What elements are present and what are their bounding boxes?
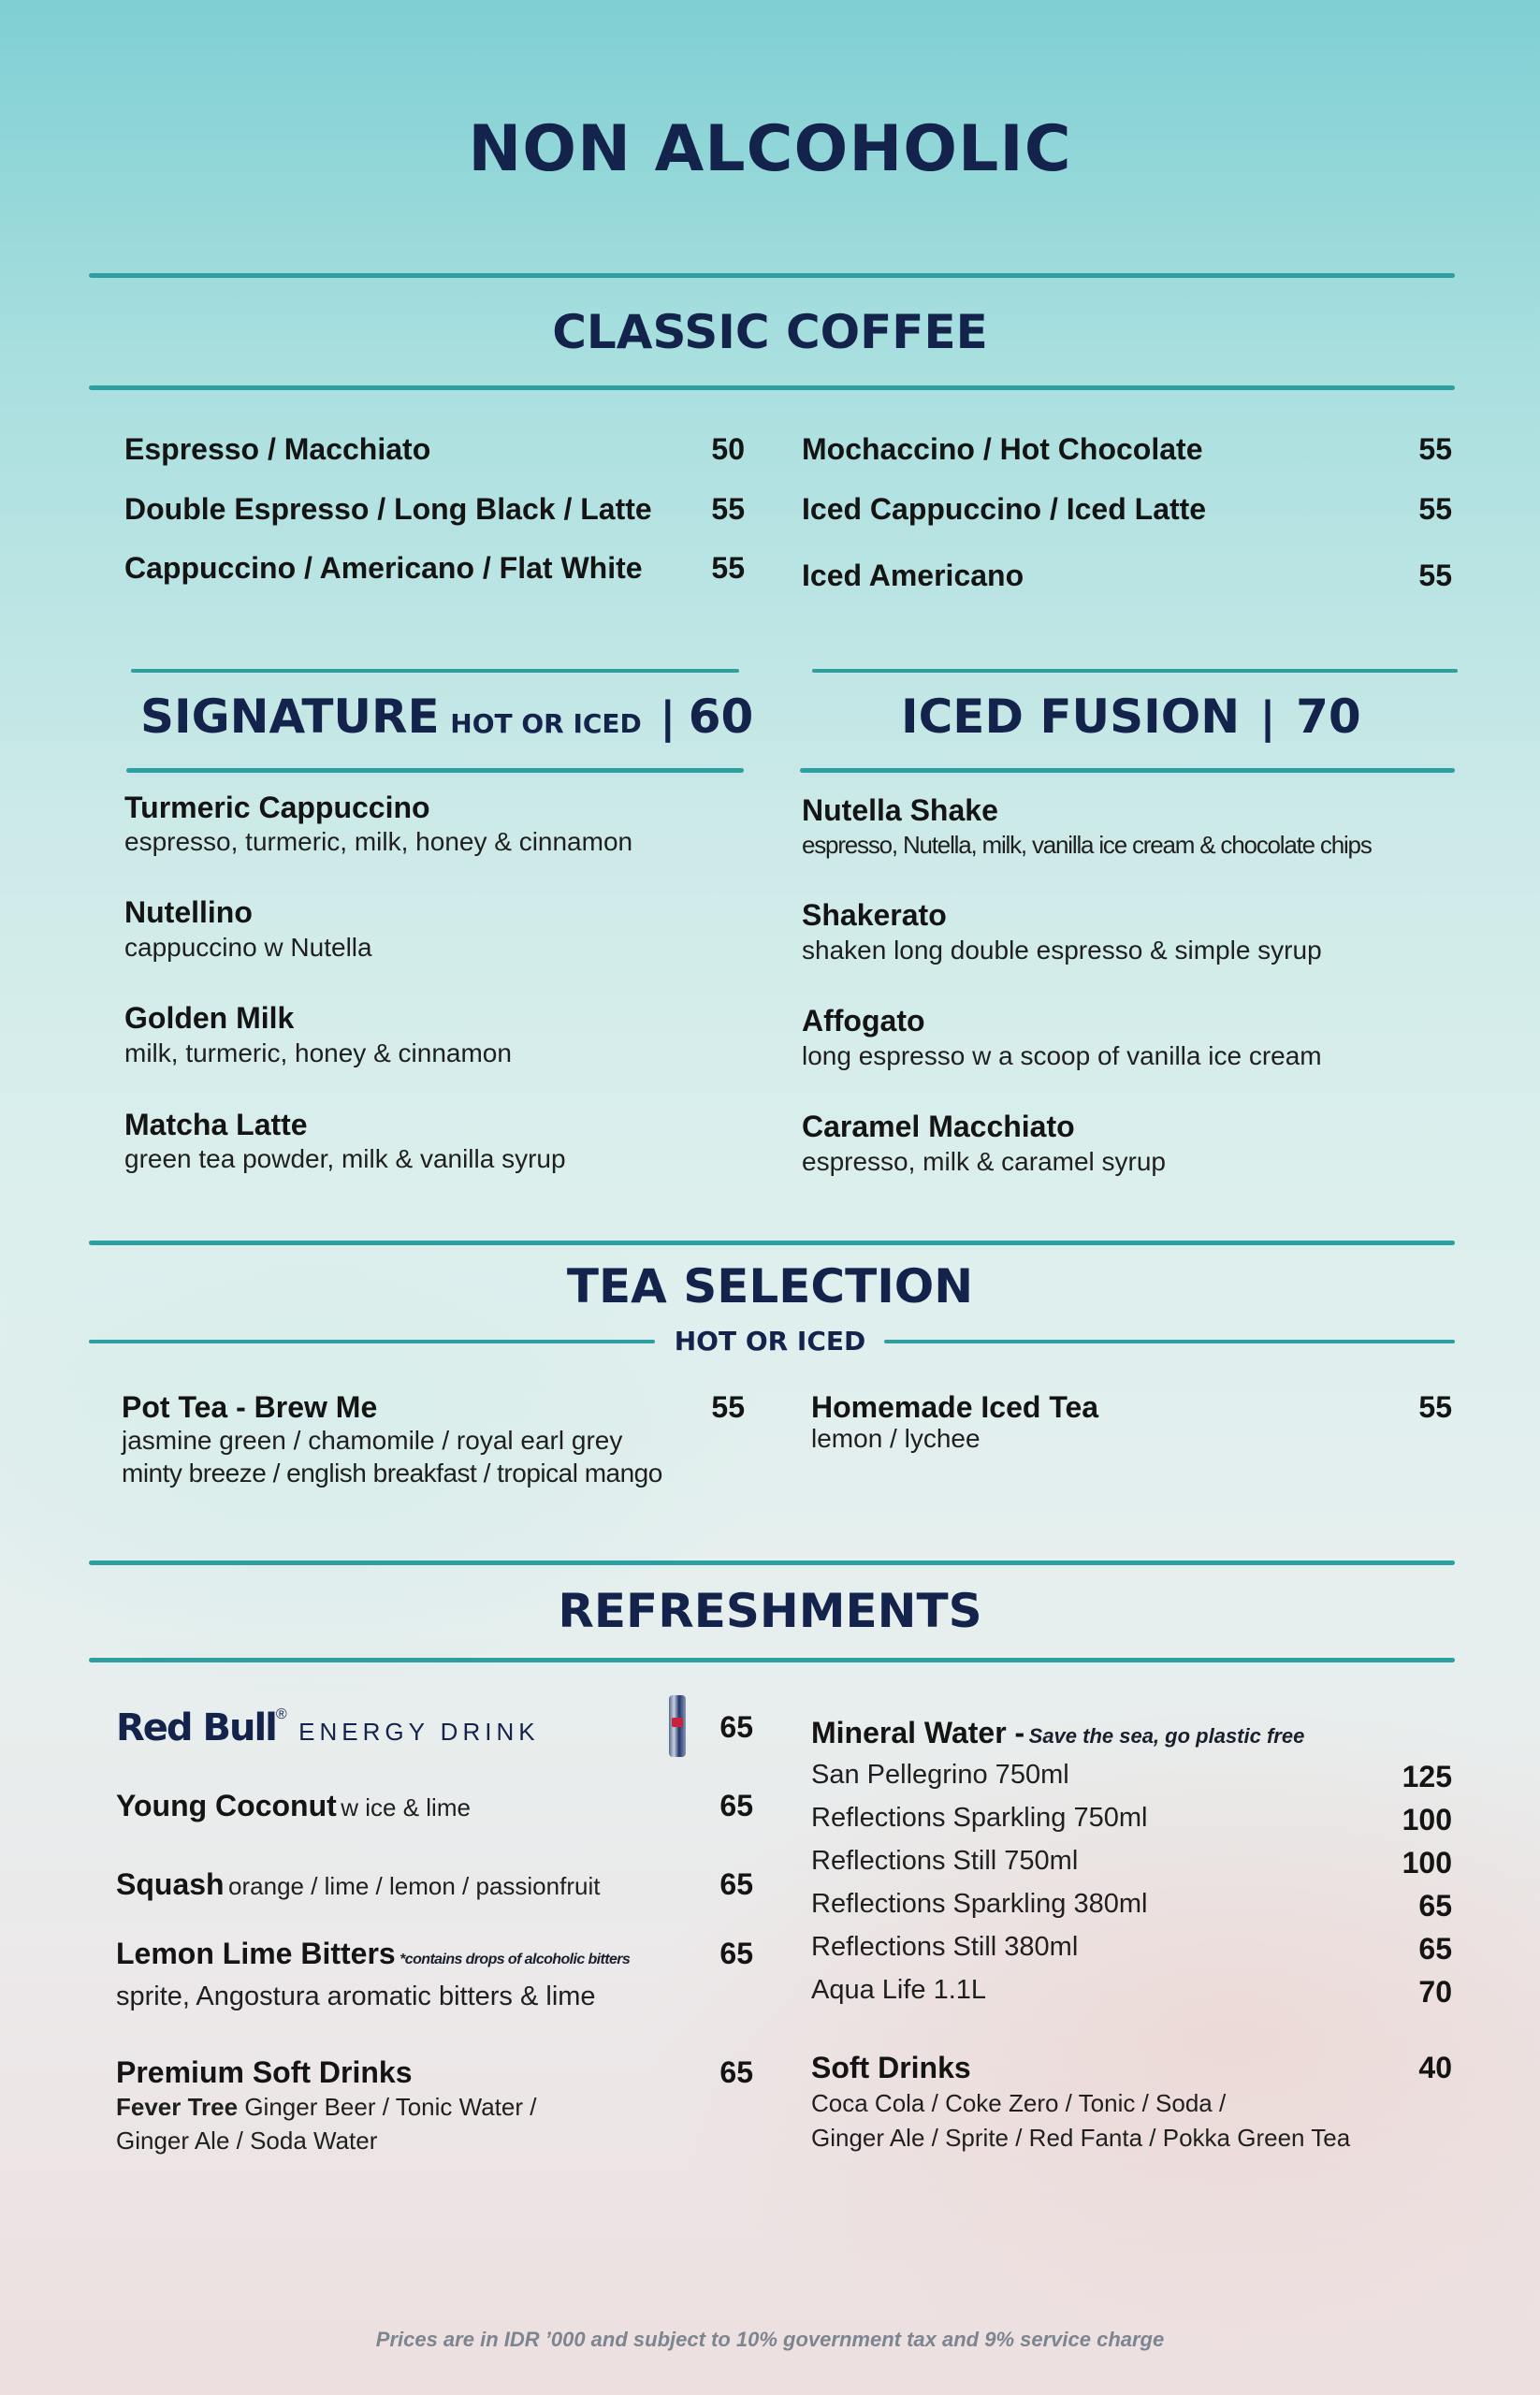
signature-title: SIGNATURE xyxy=(140,689,440,744)
list-item-price: 65 xyxy=(1418,1889,1452,1923)
list-item-price: 125 xyxy=(1402,1760,1452,1793)
footer-note: Prices are in IDR ’000 and subject to 10% government tax and 9% service charge xyxy=(375,2328,1165,2351)
menu-item-note: w ice & lime xyxy=(341,1793,471,1822)
menu-item-name: Premium Soft Drinks xyxy=(116,2055,413,2089)
brand-desc: Ginger Beer / Tonic Water / xyxy=(244,2093,537,2121)
divider xyxy=(812,669,1458,673)
divider xyxy=(89,1241,1455,1245)
menu-item-price: 65 xyxy=(719,1789,753,1822)
list-item-name: Reflections Sparkling 750ml xyxy=(811,1803,1148,1833)
redbull-sub: ENERGY DRINK xyxy=(298,1718,540,1746)
refreshments-heading: REFRESHMENTS xyxy=(558,1584,982,1638)
redbull-logo xyxy=(116,1706,540,1749)
redbull-brand: Red Bull xyxy=(116,1706,276,1749)
menu-item-price: 55 xyxy=(1418,559,1452,592)
menu-item-desc: milk, turmeric, honey & cinnamon xyxy=(124,1038,512,1067)
menu-item-price: 50 xyxy=(711,432,745,466)
menu-item-name: Lemon Lime Bitters xyxy=(116,1937,396,1970)
menu-item-desc: espresso, Nutella, milk, vanilla ice cream & chocolate chips xyxy=(802,831,1372,859)
signature-price: 60 xyxy=(688,689,754,744)
menu-item-note: *contains drops of alcoholic bitters xyxy=(400,1952,631,1967)
menu-item-price: 55 xyxy=(1418,492,1452,526)
brand-name: Fever Tree xyxy=(116,2093,239,2121)
menu-item-name: Nutella Shake xyxy=(802,793,998,827)
menu-item-name: Young Coconut xyxy=(116,1789,337,1822)
menu-item-price: 65 xyxy=(719,2055,753,2089)
divider xyxy=(89,385,1455,390)
list-item-name: Reflections Still 750ml xyxy=(811,1846,1079,1876)
signature-sub: HOT OR ICED xyxy=(450,708,642,739)
menu-item-name: Iced Americano xyxy=(802,559,1024,592)
divider xyxy=(800,768,1455,773)
menu-item-price: 55 xyxy=(711,1390,745,1424)
menu-item-desc: espresso, turmeric, milk, honey & cinnamon xyxy=(124,827,633,856)
menu-item-price: 55 xyxy=(1418,432,1452,466)
mineral-water-heading xyxy=(811,1716,1304,1750)
menu-item-desc: Coca Cola / Coke Zero / Tonic / Soda / xyxy=(811,2089,1227,2117)
menu-item-name: Caramel Macchiato xyxy=(802,1110,1075,1143)
menu-item-desc: green tea powder, milk & vanilla syrup xyxy=(124,1144,566,1173)
menu-item-name: Mineral Water - xyxy=(811,1716,1025,1749)
list-item-price: 100 xyxy=(1402,1846,1452,1880)
redbull-reg: ® xyxy=(275,1706,287,1722)
menu-item-name: Turmeric Cappuccino xyxy=(124,791,430,824)
divider xyxy=(884,1340,1455,1343)
menu-item-desc xyxy=(116,2093,536,2122)
menu-item-name: Nutellino xyxy=(124,895,253,929)
list-item-price: 100 xyxy=(1402,1803,1452,1836)
llb-item xyxy=(116,1937,630,1971)
menu-item-name: Espresso / Macchiato xyxy=(124,432,431,466)
menu-item-price: 65 xyxy=(719,1867,753,1901)
menu-item-name: Homemade Iced Tea xyxy=(811,1390,1099,1424)
list-item-price: 65 xyxy=(1418,1932,1452,1966)
menu-item-desc: minty breeze / english breakfast / tropical mango xyxy=(122,1459,662,1488)
iced-fusion-title: ICED FUSION xyxy=(901,689,1241,744)
menu-item-price: 55 xyxy=(711,551,745,585)
tea-sub: HOT OR ICED xyxy=(674,1326,866,1357)
menu-item-name: Matcha Latte xyxy=(124,1108,308,1141)
menu-item-note: orange / lime / lemon / passionfruit xyxy=(228,1872,601,1900)
menu-item-name: Double Espresso / Long Black / Latte xyxy=(124,492,652,526)
divider xyxy=(89,1560,1455,1565)
list-item-name: Reflections Still 380ml xyxy=(811,1932,1079,1962)
menu-item-note: Save the sea, go plastic free xyxy=(1028,1724,1305,1748)
menu-item-name: Affogato xyxy=(802,1004,925,1038)
iced-fusion-heading xyxy=(901,689,1361,744)
menu-item-desc: espresso, milk & caramel syrup xyxy=(802,1147,1167,1176)
menu-item-name: Mochaccino / Hot Chocolate xyxy=(802,432,1203,466)
menu-item-desc: cappuccino w Nutella xyxy=(124,933,372,962)
coconut-item xyxy=(116,1789,471,1823)
list-item-name: Reflections Sparkling 380ml xyxy=(811,1889,1148,1919)
menu-item-name: Cappuccino / Americano / Flat White xyxy=(124,551,643,585)
list-item-price: 70 xyxy=(1418,1975,1452,2009)
signature-sep: | xyxy=(660,692,676,743)
signature-heading xyxy=(140,689,753,744)
list-item-name: San Pellegrino 750ml xyxy=(811,1760,1069,1790)
menu-item-name: Pot Tea - Brew Me xyxy=(122,1390,378,1424)
menu-item-desc: long espresso w a scoop of vanilla ice cream xyxy=(802,1041,1322,1070)
menu-item-desc: sprite, Angostura aromatic bitters & lime xyxy=(116,1981,596,2011)
menu-item-desc: lemon / lychee xyxy=(811,1424,981,1453)
menu-item-price: 40 xyxy=(1418,2051,1452,2084)
divider xyxy=(126,768,744,773)
menu-item-name: Shakerato xyxy=(802,898,947,932)
menu-item-name: Squash xyxy=(116,1867,225,1901)
menu-item-price: 55 xyxy=(1418,1390,1452,1424)
menu-item-desc: Ginger Ale / Soda Water xyxy=(116,2126,378,2155)
menu-item-desc: Ginger Ale / Sprite / Red Fanta / Pokka Green Tea xyxy=(811,2124,1351,2152)
iced-fusion-sep: | xyxy=(1259,692,1276,743)
divider xyxy=(131,669,739,673)
divider xyxy=(89,273,1455,278)
tea-heading: TEA SELECTION xyxy=(566,1259,974,1314)
menu-item-name: Golden Milk xyxy=(124,1001,295,1035)
menu-item-desc: jasmine green / chamomile / royal earl grey xyxy=(122,1426,623,1455)
page-title: NON ALCOHOLIC xyxy=(468,112,1072,186)
menu-item-price: 55 xyxy=(711,492,745,526)
menu-item-name: Iced Cappuccino / Iced Latte xyxy=(802,492,1207,526)
classic-coffee-heading: CLASSIC COFFEE xyxy=(552,305,988,359)
menu-item-price: 65 xyxy=(719,1710,753,1744)
list-item-name: Aqua Life 1.1L xyxy=(811,1975,987,2005)
menu-item-name: Soft Drinks xyxy=(811,2051,971,2084)
squash-item xyxy=(116,1867,600,1902)
menu-item-desc: shaken long double espresso & simple syrup xyxy=(802,936,1322,965)
menu-item-price: 65 xyxy=(719,1937,753,1970)
divider xyxy=(89,1658,1455,1662)
iced-fusion-price: 70 xyxy=(1296,689,1361,744)
